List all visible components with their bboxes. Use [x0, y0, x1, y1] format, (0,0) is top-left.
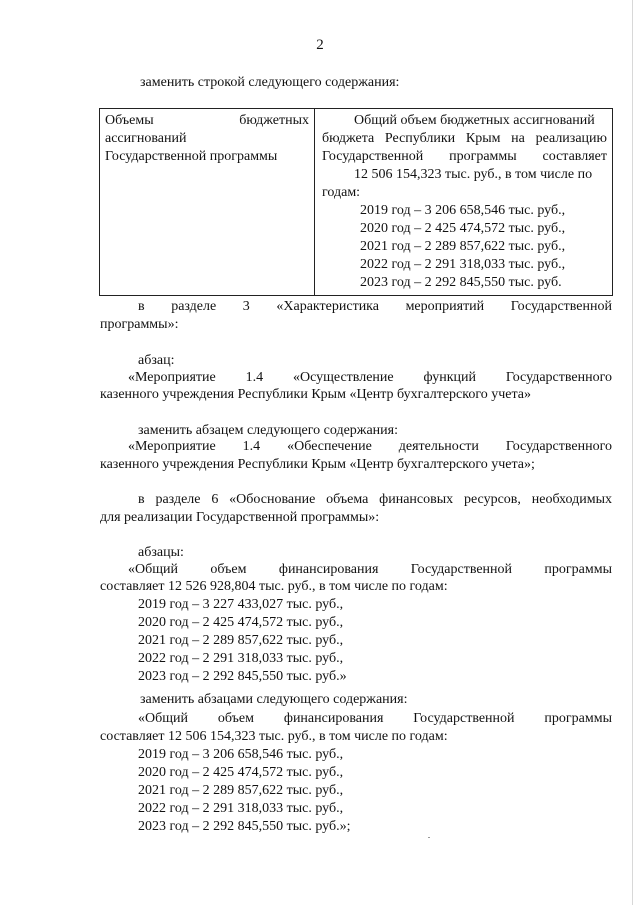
old-total-year-2022: 2022 год – 2 291 318,033 тыс. руб., [138, 651, 344, 666]
table-row [100, 109, 613, 296]
table-label-line: Объемы бюджетных [105, 113, 309, 128]
section3-line1: в разделе 3 «Характеристика мероприятий Государственной [138, 299, 612, 314]
table-value-line: бюджета Республики Крым на реализацию [322, 131, 607, 146]
table-label-line: ассигнований [105, 131, 187, 146]
new-total-line1: «Общий объем финансирования Государственной программы [138, 711, 612, 726]
new-total-year-2020: 2020 год – 2 425 474,572 тыс. руб., [138, 765, 344, 780]
old-total-year-2021: 2021 год – 2 289 857,622 тыс. руб., [138, 633, 344, 648]
new-event-line2: казенного учреждения Республики Крым «Центр бухгалтерского учета»; [100, 457, 535, 472]
budget-volume-table [99, 108, 613, 296]
page-number: 2 [316, 37, 324, 53]
old-total-line1: «Общий объем финансирования Государственной программы [128, 562, 612, 577]
old-total-year-2019: 2019 год – 3 227 433,027 тыс. руб., [138, 597, 344, 612]
scan-speck [428, 837, 430, 838]
table-cell-label [100, 109, 315, 296]
table-value-line: 12 506 154,323 тыс. руб., в том числе по [354, 167, 593, 182]
new-total-year-2021: 2021 год – 2 289 857,622 тыс. руб., [138, 783, 344, 798]
abzac-label: абзац: [138, 353, 175, 368]
table-value-line: годам: [322, 185, 361, 200]
old-total-line2: составляет 12 526 928,804 тыс. руб., в том числе по годам: [100, 579, 448, 594]
new-total-line2: составляет 12 506 154,323 тыс. руб., в том числе по годам: [100, 729, 448, 744]
table-cell-value [315, 109, 613, 296]
new-total-year-2022: 2022 год – 2 291 318,033 тыс. руб., [138, 801, 344, 816]
new-total-year-2023: 2023 год – 2 292 845,550 тыс. руб.»; [138, 819, 351, 834]
abzacy-label: абзацы: [138, 545, 184, 560]
table-value-line: Государственной программы составляет [322, 149, 607, 164]
table-value-line: 2021 год – 2 289 857,622 тыс. руб., [360, 239, 566, 254]
table-label-line: Государственной программы [105, 149, 278, 164]
section6-line1: в разделе 6 «Обоснование объема финансовых ресурсов, необходимых [138, 492, 612, 507]
table-value-line: 2022 год – 2 291 318,033 тыс. руб., [360, 257, 566, 272]
table-value-line: 2023 год – 2 292 845,550 тыс. руб. [360, 275, 562, 290]
old-event-line1: «Мероприятие 1.4 «Осуществление функций Государственного [128, 370, 612, 385]
table-value-line: Общий объем бюджетных ассигнований [354, 113, 595, 128]
section3-line2: программы»: [100, 317, 179, 332]
table-value-line: 2019 год – 3 206 658,546 тыс. руб., [360, 203, 566, 218]
replace-abzacy-instruction: заменить абзацами следующего содержания: [140, 692, 408, 707]
section6-line2: для реализации Государственной программы»: [100, 510, 380, 525]
old-total-year-2020: 2020 год – 2 425 474,572 тыс. руб., [138, 615, 344, 630]
old-event-line2: казенного учреждения Республики Крым «Центр бухгалтерского учета» [100, 387, 531, 402]
old-total-year-2023: 2023 год – 2 292 845,550 тыс. руб.» [138, 669, 347, 684]
replace-line-instruction: заменить строкой следующего содержания: [140, 75, 400, 90]
replace-abzac-instruction: заменить абзацем следующего содержания: [138, 423, 398, 438]
new-event-line1: «Мероприятие 1.4 «Обеспечение деятельности Государственного [128, 439, 612, 454]
table-value-line: 2020 год – 2 425 474,572 тыс. руб., [360, 221, 566, 236]
new-total-year-2019: 2019 год – 3 206 658,546 тыс. руб., [138, 747, 344, 762]
scan-edge-line [632, 0, 633, 905]
